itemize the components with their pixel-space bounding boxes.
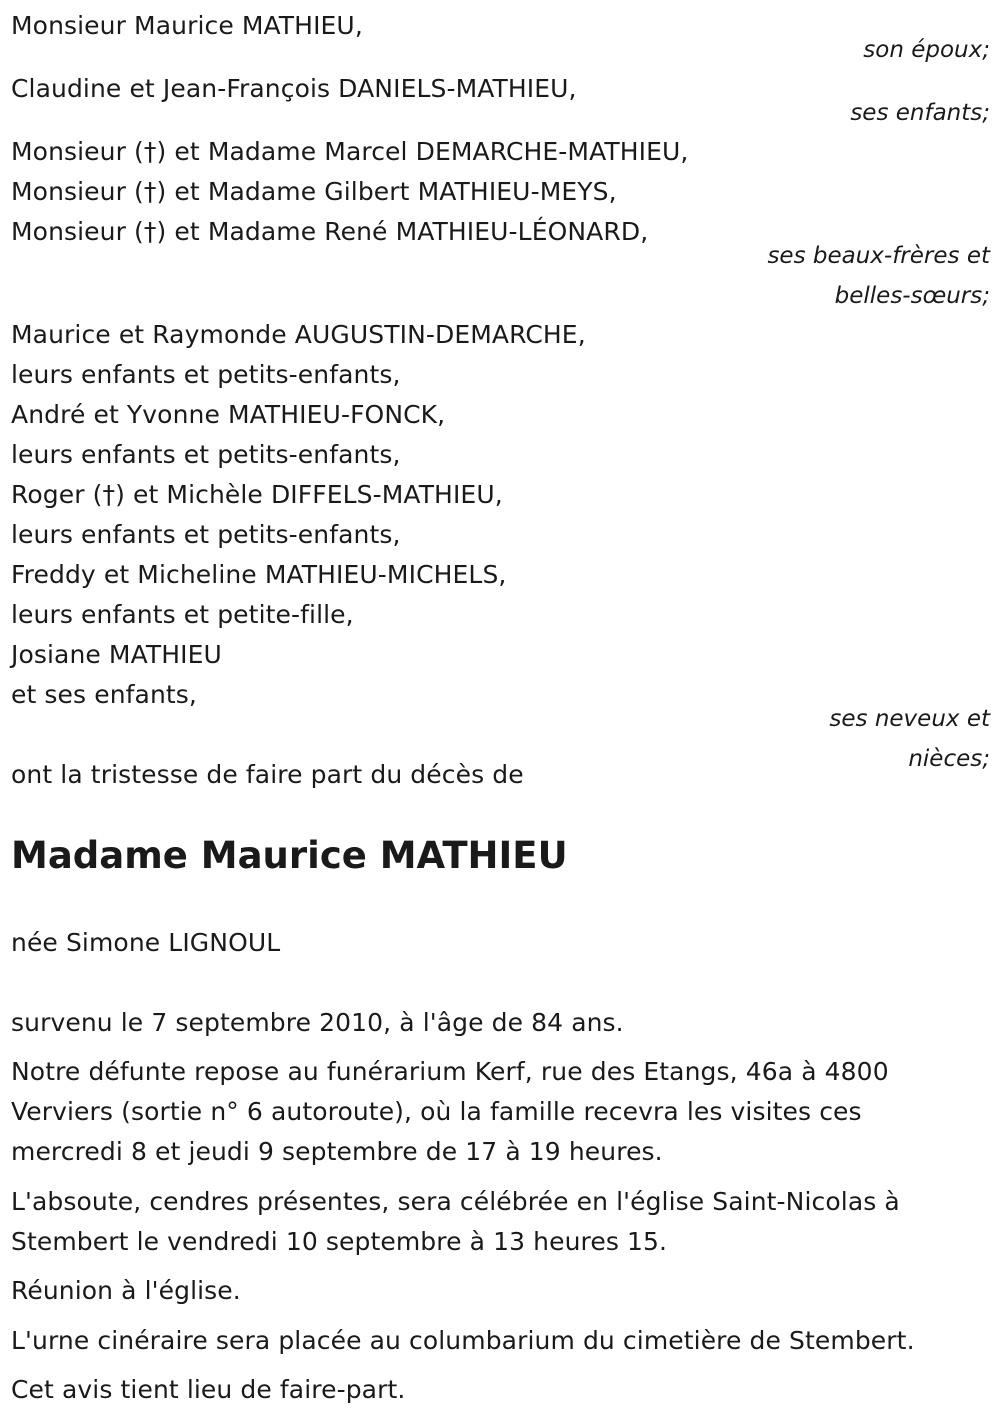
visitation-line: mercredi 8 et jeudi 9 septembre de 17 à 19 heures. xyxy=(11,1137,663,1166)
relation-label: belles-sœurs; xyxy=(834,283,990,309)
family-line: Monsieur (†) et Madame René MATHIEU-LÉONARD, xyxy=(11,217,649,246)
visitation-line: Notre défunte repose au funérarium Kerf, rue des Etangs, 46a à 4800 xyxy=(11,1057,889,1086)
relation-label: ses enfants; xyxy=(850,100,990,126)
death-details: survenu le 7 septembre 2010, à l'âge de 84 ans. xyxy=(11,1008,624,1037)
urn-text: L'urne cinéraire sera placée au columbarium du cimetière de Stembert. xyxy=(11,1326,915,1355)
family-line: Maurice et Raymonde AUGUSTIN-DEMARCHE, xyxy=(11,320,586,349)
meeting-text: Réunion à l'église. xyxy=(11,1276,241,1305)
visitation-line: Verviers (sortie n° 6 autoroute), où la famille recevra les visites ces xyxy=(11,1097,862,1126)
family-line: Josiane MATHIEU xyxy=(11,640,222,669)
family-line: Monsieur (†) et Madame Gilbert MATHIEU-MEYS, xyxy=(11,177,617,206)
deceased-name: Madame Maurice MATHIEU xyxy=(11,834,568,877)
family-line: leurs enfants et petits-enfants, xyxy=(11,520,401,549)
family-line: leurs enfants et petits-enfants, xyxy=(11,360,401,389)
family-line: Freddy et Micheline MATHIEU-MICHELS, xyxy=(11,560,507,589)
relation-label: ses neveux et xyxy=(829,706,990,732)
family-line: leurs enfants et petits-enfants, xyxy=(11,440,401,469)
family-line: Monsieur Maurice MATHIEU, xyxy=(11,11,363,40)
family-line: André et Yvonne MATHIEU-FONCK, xyxy=(11,400,446,429)
ceremony-line: L'absoute, cendres présentes, sera célébrée en l'église Saint-Nicolas à xyxy=(11,1187,900,1216)
family-line: et ses enfants, xyxy=(11,680,197,709)
notice-text: Cet avis tient lieu de faire-part. xyxy=(11,1375,406,1404)
family-line: Monsieur (†) et Madame Marcel DEMARCHE-MATHIEU, xyxy=(11,137,689,166)
family-line: Claudine et Jean-François DANIELS-MATHIEU, xyxy=(11,74,577,103)
announcement-text: ont la tristesse de faire part du décès de xyxy=(11,760,524,789)
ceremony-line: Stembert le vendredi 10 septembre à 13 heures 15. xyxy=(11,1227,668,1256)
relation-label: ses beaux-frères et xyxy=(767,243,990,269)
family-line: Roger (†) et Michèle DIFFELS-MATHIEU, xyxy=(11,480,503,509)
family-line: leurs enfants et petite-fille, xyxy=(11,600,354,629)
relation-label: nièces; xyxy=(908,746,990,772)
birth-name: née Simone LIGNOUL xyxy=(11,928,281,957)
relation-label: son époux; xyxy=(863,37,990,63)
